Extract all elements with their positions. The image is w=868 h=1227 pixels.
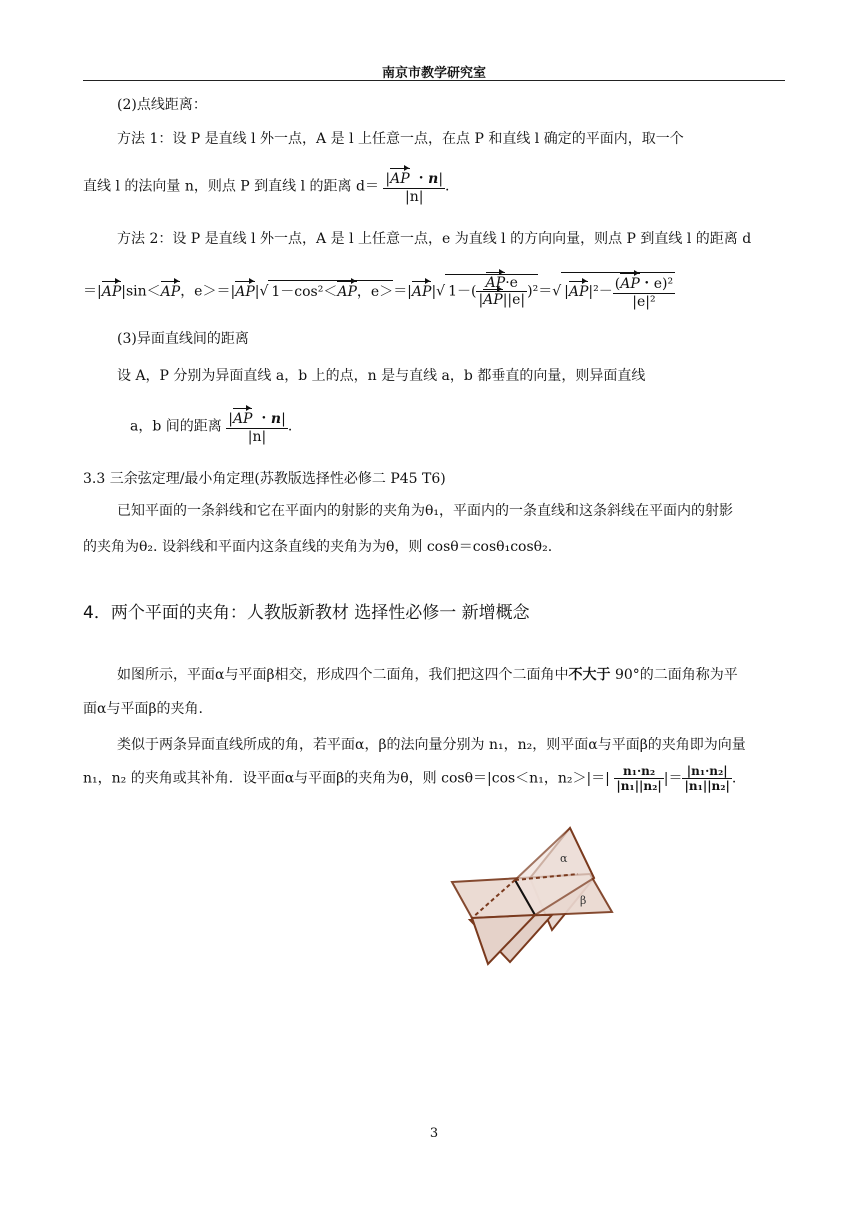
distance-fraction-2: $\frac{|AP ・n|}{|n|}$ bbox=[226, 408, 288, 445]
plane-angle-text-1: 如图所示，平面α与平面β相交，形成四个二面角，我们把这四个二面角中不大于 90°的二面角称为平 bbox=[117, 667, 738, 683]
label-alpha: α bbox=[560, 852, 568, 865]
plane-angle-text-3: 类似于两条异面直线所成的角，若平面α，β的法向量分别为 n₁，n₂，则平面α与平面β的夹角即为向量 bbox=[117, 737, 746, 753]
section-heading-4: 4．两个平面的夹角：人教版新教材 选择性必修一 新增概念 bbox=[83, 603, 530, 623]
distance-fraction-1: $\frac{|AP ・n|}{|n|}$ bbox=[383, 168, 445, 205]
section-heading-point-line: (2)点线距离： bbox=[117, 97, 207, 113]
page-header: 南京市教学研究室 bbox=[381, 66, 486, 81]
skew-lines-formula: a，b 间的距离 $\frac{|AP ・n|}{|n|}$ . bbox=[130, 408, 292, 445]
theorem-text-1: 已知平面的一条斜线和它在平面内的射影的夹角为θ₁，平面内的一条直线和这条斜线在平面内的射影 bbox=[117, 503, 734, 519]
method1-text: 直线 l 的法向量 n，则点 P 到直线 l 的距离 d＝ bbox=[83, 178, 379, 195]
plane-angle-formula: n₁，n₂ 的夹角或其补角．设平面α与平面β的夹角为θ，则 cosθ＝|cos＜n₁，n₂＞|＝| $\frac{\text{n₁·n₂}}{\text{|n₁||n₂|}}$ |＝ $\frac{\text{|n₁·n₂|}}{\text{|n₁||n₂|}}$ . bbox=[83, 764, 737, 793]
method2-formula: ＝|AP|sin＜AP，e＞＝|AP|√ 1－cos²＜AP，e＞＝|AP|√ 1－( $\frac{AP\cdot e}{|AP||e|}$ )²＝√ |AP|²－ $\frac{\text{(AP・e)²}}{\text{|e|²}}$ bbox=[83, 272, 675, 310]
header-rule bbox=[83, 80, 785, 81]
section-heading-skew-lines: (3)异面直线间的距离 bbox=[117, 331, 249, 347]
skew-lines-text: 设 A，P 分别为异面直线 a，b 上的点，n 是与直线 a，b 都垂直的向量，则异面直线 bbox=[117, 368, 646, 384]
theorem-text-2: 的夹角为θ₂. 设斜线和平面内这条直线的夹角为为θ，则 cosθ＝cosθ₁cosθ₂. bbox=[83, 539, 553, 555]
method2-line1: 方法 2：设 P 是直线 l 外一点，A 是 l 上任意一点，e 为直线 l 的方向向量，则点 P 到直线 l 的距离 d bbox=[117, 231, 752, 247]
plane-angle-text-2: 面α与平面β的夹角. bbox=[83, 701, 203, 717]
label-beta: β bbox=[580, 894, 587, 907]
page-number: 3 bbox=[429, 1126, 439, 1141]
method1-line1: 方法 1：设 P 是直线 l 外一点，A 是 l 上任意一点，在点 P 和直线 l 确定的平面内，取一个 bbox=[117, 131, 684, 147]
section-heading-3-3: 3.3 三余弦定理/最小角定理(苏教版选择性必修二 P45 T6) bbox=[83, 471, 446, 487]
method1-line2: 直线 l 的法向量 n，则点 P 到直线 l 的距离 d＝ $\frac{|AP ・n|}{|n|}$ . bbox=[83, 168, 449, 205]
intersecting-planes-figure bbox=[440, 820, 620, 970]
